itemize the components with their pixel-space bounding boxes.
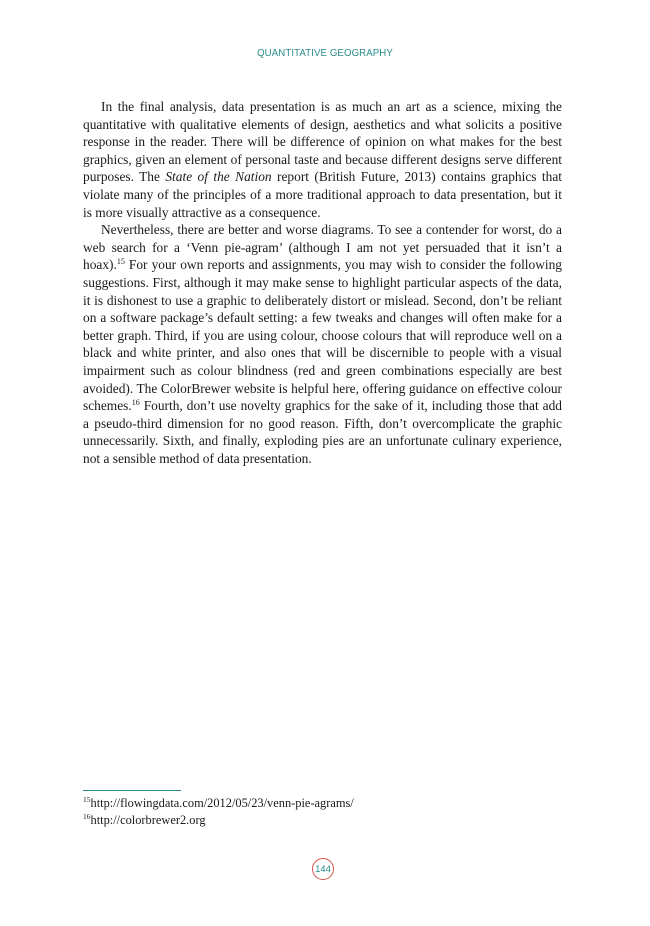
- paragraph-text: Nevertheless, there are better and worse diagrams. To see a contender for worst, do a web search for a ‘Venn pie-agram’ (although I am not yet persuaded that it isn’t a hoax).: [83, 222, 562, 273]
- footnote-number: 15: [83, 795, 91, 804]
- paragraph: [83, 98, 562, 221]
- page-number: 144: [312, 858, 334, 880]
- footnote: [83, 795, 562, 812]
- footnotes: [83, 795, 562, 829]
- footnote-reference[interactable]: 15: [116, 257, 125, 267]
- footnote-divider: [83, 790, 181, 791]
- footnote-reference[interactable]: 16: [131, 398, 140, 408]
- footnote: [83, 812, 562, 829]
- paragraph-text: Fourth, don’t use novelty graphics for the sake of it, including those that add a pseudo-third dimension for no good reason. Fifth, don’t overcomplicate the graphic unnecessarily. Sixth, and finally, exploding pies are an unfortunate culinary experience, not a sensible method of data presentation.: [83, 398, 562, 466]
- footnote-link[interactable]: http://colorbrewer2.org: [90, 813, 206, 827]
- footnote-number: 16: [83, 812, 91, 821]
- paragraph-text: For your own reports and assignments, you may wish to consider the following suggestions. First, although it may make sense to highlight particular aspects of the data, it is dishonest to use a graphic to deliberately distort or mislead. Second, don’t be reliant on a software package’s default setting: a few tweaks and changes will often make for a better graph. Third, if you are using colour, choose colours that will reproduce well on a black and white printer, and also ones that will be discernible to people with a visual impairment such as colour blindness (red and green combinations especially are best avoided). The ColorBrewer website is helpful here, offering guidance on effective colour schemes.: [83, 257, 562, 414]
- paragraph: [83, 221, 562, 467]
- paragraph-text: report (British Future, 2013) contains graphics that violate many of the principles of a more traditional approach to data presentation, but it is more visually attractive as a consequence.: [83, 169, 562, 220]
- paragraph-text: In the final analysis, data presentation is as much an art as a science, mixing the quantitative with qualitative elements of design, aesthetics and what solicits a positive response in the reader. There will be difference of opinion on what makes for the best graphics, given an element of personal taste and because different designs serve different purposes. The: [83, 99, 562, 185]
- italic-report-title: State of the Nation: [165, 169, 272, 185]
- body-text: [83, 98, 562, 467]
- running-header: QUANTITATIVE GEOGRAPHY: [257, 47, 393, 59]
- footnote-link[interactable]: http://flowingdata.com/2012/05/23/venn-pie-agrams/: [90, 796, 354, 810]
